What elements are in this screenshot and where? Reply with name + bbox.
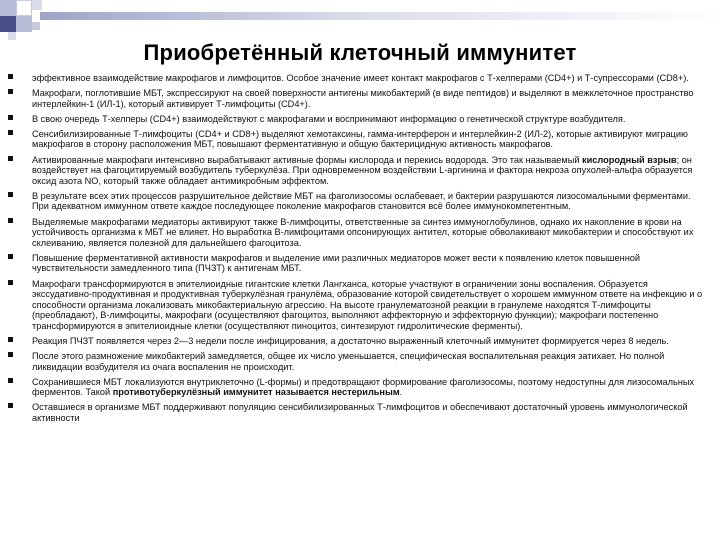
list-item-text: Макрофаги, поглотившие МБТ, экспрессируют на своей поверхности антигены микобактерий (в виде пептидов) и выделяют в межклеточное пространство интерлейкин-1 (ИЛ-1), который активирует Т-лимфоциты (CD4+). xyxy=(32,88,694,109)
square-bullet-icon xyxy=(8,130,13,135)
deco-square xyxy=(8,32,16,40)
square-bullet-icon xyxy=(8,74,13,79)
list-item xyxy=(6,279,708,332)
list-item xyxy=(6,217,708,249)
square-bullet-icon xyxy=(8,403,13,408)
list-item-text: Оставшиеся в организме МБТ поддерживают популяцию сенсибилизированных Т-лимфоцитов и обеспечивают достаточный уровень иммунологической активности xyxy=(32,402,688,424)
list-item xyxy=(6,336,708,347)
square-bullet-icon xyxy=(8,218,13,223)
list-item-text-end: . xyxy=(399,387,403,398)
header-gradient-bar xyxy=(40,12,720,20)
deco-square xyxy=(16,16,32,32)
list-item xyxy=(6,191,708,212)
list-item-text: Выделяемые макрофагами медиаторы активируют также В-лимфоциты, ответственные за синтез иммуноглобулинов, однако их накопление в крови на устойчивость организма к МБТ не влияет. Но выработка В-лимфоцитами опсонирующих антител, которые обволакивают микобактерии и способствуют их склеиванию, является полезной для дальнейшего фагоцитоза. xyxy=(32,216,694,248)
list-item xyxy=(6,129,708,150)
deco-square xyxy=(0,16,16,32)
list-item-text: После этого размножение микобактерий замедляется, общее их число уменьшается, специфическая воспалительная реакция затихает. Но полной ликвидации возбудителя из очага воспаления не происходит. xyxy=(32,351,665,372)
bullet-list xyxy=(6,73,708,428)
square-bullet-icon xyxy=(8,156,13,161)
deco-square xyxy=(32,22,40,30)
list-item-text: эффективное взаимодействие макрофагов и лимфоцитов. Особое значение имеет контакт макрофагов с Т-хелперами (CD4+) и Т-супрессорами (CD8+). xyxy=(32,73,689,83)
list-item-text-start: Сохранившиеся МБТ локализуются внутриклеточно (L-формы) и предотвращают формирование фаголизосомы, поэтому недоступны для лизосомальных ферментов. Такой xyxy=(32,376,695,398)
deco-square xyxy=(0,0,16,16)
decorative-header-squares xyxy=(0,0,720,40)
list-item-text: В свою очередь Т-хелперы (CD4+) взаимодействуют с макрофагами и воспринимают информацию о генетической структуре возбудителя. xyxy=(32,113,626,124)
square-bullet-icon xyxy=(8,115,13,120)
deco-square xyxy=(16,0,32,16)
list-item-text: Макрофаги трансформируются в эпителиоидные гигантские клетки Лангханса, которые участвуют в ограничении зоны воспаления. Образуется экссудативно-продуктивная и продуктивная туберкулёзная гранулёма, образование которой свидетельствует о хорошем иммунном ответе на инфекцию и о способности организма локализовать микобактериальную агрессию. На высоте гранулематозной реакции в гранулеме находятся Т-лимфоциты (преобладают), В-лимфоциты, макрофаги (осуществляют фагоцитоз, выполняют аффекторную и эффекторную функции); макрофаги постепенно трансформируются в эпителиоидные клетки (осуществляют пиноцитоз, синтезируют гидролитические ферменты). xyxy=(32,278,703,331)
square-bullet-icon xyxy=(8,280,13,285)
square-bullet-icon xyxy=(8,378,13,383)
list-item-text: Сенсибилизированные Т-лимфоциты (CD4+ и CD8+) выделяют хемотаксины, гамма-интерферон и интерлейкин-2 (ИЛ-2), которые активируют миграцию макрофагов в сторону расположения МБТ, повышают ферментативную и общую бактерицидную активность макрофагов. xyxy=(32,128,688,150)
square-bullet-icon xyxy=(8,352,13,357)
list-item xyxy=(6,402,708,423)
list-item xyxy=(6,73,708,84)
list-item-text: Реакция ПЧЗТ появляется через 2—3 недели после инфицирования, а достаточно выраженный клеточный иммунитет формируется через 8 недель. xyxy=(32,335,669,346)
square-bullet-icon xyxy=(8,337,13,342)
square-bullet-icon xyxy=(8,254,13,259)
list-item-text: Повышение ферментативной активности макрофагов и выделение ими различных медиаторов может вести к появлению клеток повышенной чувствительности замедленного типа (ПЧЗТ) к антигенам МБТ. xyxy=(32,252,641,274)
list-item-bold-term: кислородный взрыв xyxy=(582,154,677,165)
slide-title: Приобретённый клеточный иммунитет xyxy=(143,40,577,65)
list-item-bold-term: противотуберкулёзный иммунитет называется нестерильным xyxy=(112,387,400,398)
list-item xyxy=(6,377,708,398)
list-item-text-start: Активированные макрофаги интенсивно вырабатывают активные формы кислорода и перекись водорода. Это так называемый xyxy=(32,154,583,165)
list-item xyxy=(6,155,708,187)
deco-square xyxy=(32,0,42,10)
list-item xyxy=(6,253,708,274)
list-item xyxy=(6,351,708,372)
list-item xyxy=(6,88,708,109)
list-item-text: В результате всех этих процессов разрушительное действие МБТ на фаголизосомы ослабевает, и бактерии разрушаются лизосомальными ферментами. При адекватном иммунном ответе каждое последующее поколение макрофагов становится всё более иммунокомпетентным. xyxy=(32,190,691,212)
list-item xyxy=(6,114,708,125)
list-item-text-end: ; он воздействует на фагоцитируемый возбудитель туберкулёза. При одновременном воздействии L-аргинина и фактора некроза опухолей-альфа образуется оксид азота NO, который также обладает антимикробным эффектом. xyxy=(32,154,693,186)
square-bullet-icon xyxy=(8,89,13,94)
square-bullet-icon xyxy=(8,192,13,197)
